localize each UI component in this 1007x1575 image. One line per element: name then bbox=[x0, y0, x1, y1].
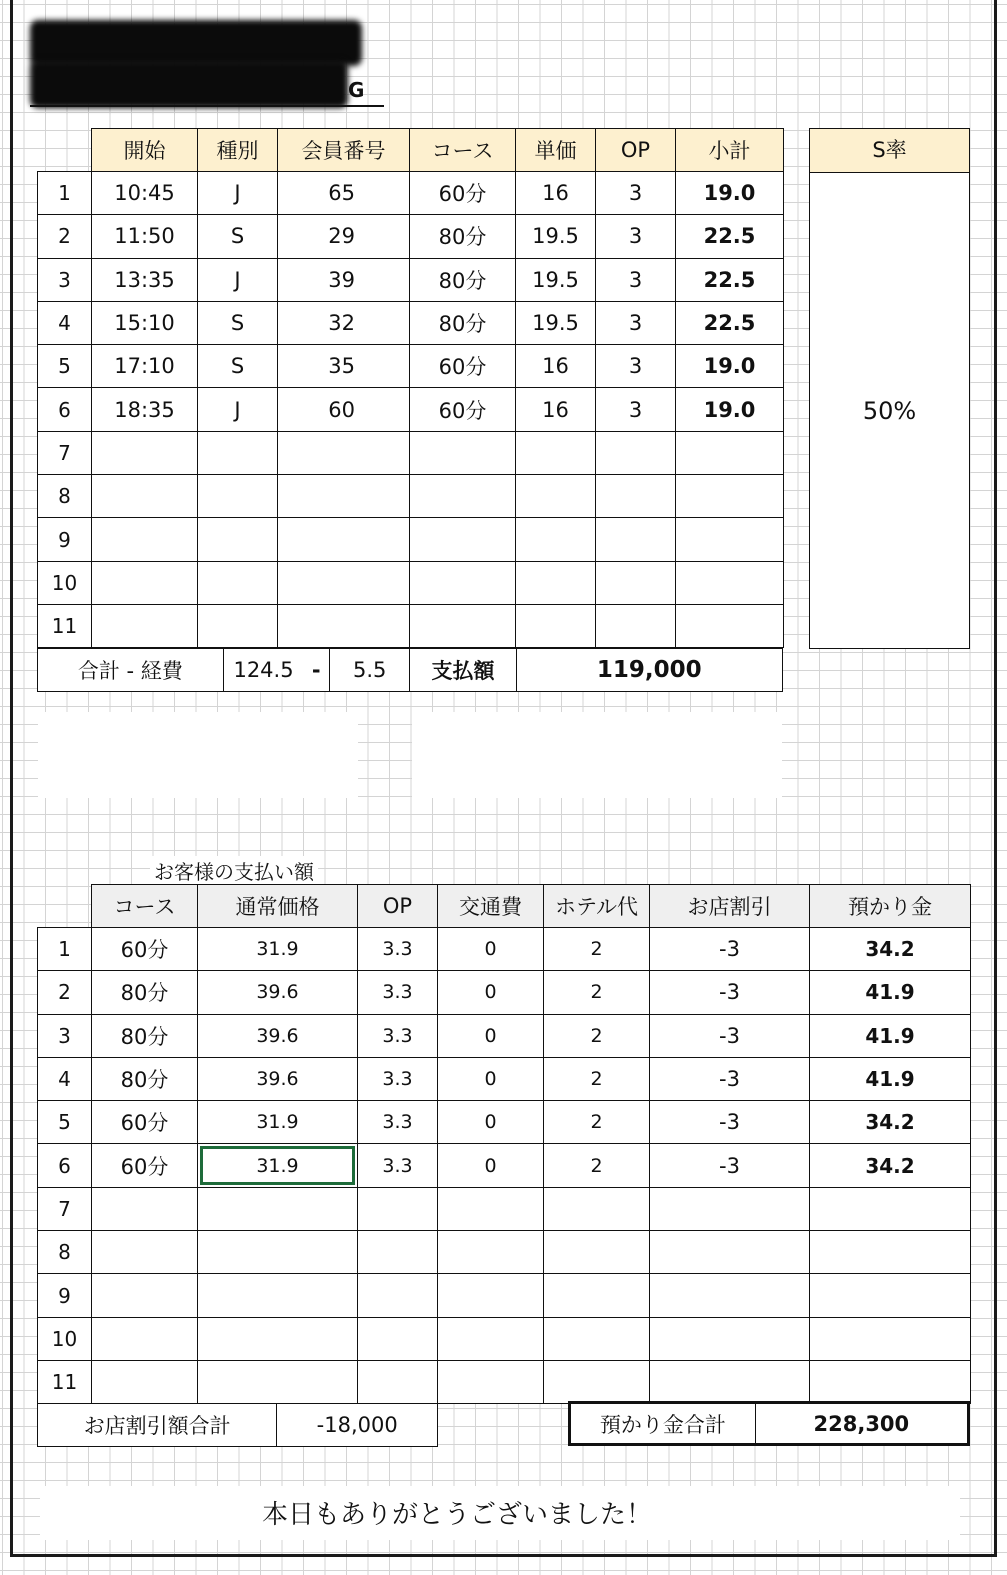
transport-cell[interactable]: 0 bbox=[438, 1144, 544, 1187]
normal-price-cell[interactable] bbox=[198, 1360, 358, 1403]
transport-cell[interactable]: 0 bbox=[438, 1014, 544, 1057]
course-cell[interactable]: 80分 bbox=[410, 258, 516, 301]
member-number-cell[interactable]: 60 bbox=[278, 388, 410, 431]
staff-header-row bbox=[38, 129, 784, 172]
header-underline bbox=[30, 105, 384, 107]
option-cell[interactable]: 3 bbox=[596, 345, 676, 388]
service-type-cell[interactable]: J bbox=[198, 258, 278, 301]
course-cell[interactable]: 60分 bbox=[410, 388, 516, 431]
start-time-cell[interactable]: 13:35 bbox=[92, 258, 198, 301]
table-row bbox=[38, 1317, 971, 1360]
course-cell[interactable] bbox=[410, 431, 516, 474]
unit-price-cell[interactable] bbox=[516, 604, 596, 647]
option-cell[interactable]: 3 bbox=[596, 388, 676, 431]
course-cell[interactable] bbox=[92, 1274, 198, 1317]
table-row bbox=[38, 1101, 971, 1144]
transport-cell[interactable] bbox=[438, 1231, 544, 1274]
course-cell[interactable]: 80分 bbox=[410, 301, 516, 344]
deposit-cell[interactable]: 34.2 bbox=[810, 1101, 971, 1144]
service-type-cell[interactable] bbox=[198, 604, 278, 647]
service-type-cell[interactable] bbox=[198, 431, 278, 474]
table-row bbox=[38, 1360, 971, 1403]
discount-cell[interactable]: -3 bbox=[650, 1014, 810, 1057]
subtotal-cell[interactable]: 19.0 bbox=[676, 345, 784, 388]
transport-cell[interactable]: 0 bbox=[438, 971, 544, 1014]
course-cell[interactable]: 60分 bbox=[410, 345, 516, 388]
hotel-cell[interactable]: 2 bbox=[544, 928, 650, 971]
table-row bbox=[38, 604, 784, 647]
s-rate-box bbox=[809, 128, 970, 649]
member-number-cell[interactable] bbox=[278, 431, 410, 474]
course-cell[interactable] bbox=[92, 1317, 198, 1360]
course-cell[interactable]: 80分 bbox=[92, 1057, 198, 1100]
row-number: 1 bbox=[38, 928, 92, 971]
deposit-total-label[interactable]: 預かり金合計 bbox=[570, 1403, 756, 1445]
table-row bbox=[38, 1274, 971, 1317]
row-number: 2 bbox=[38, 971, 92, 1014]
column-header-hotel[interactable]: ホテル代 bbox=[544, 885, 650, 928]
member-number-cell[interactable]: 39 bbox=[278, 258, 410, 301]
discount-cell[interactable]: -3 bbox=[650, 1057, 810, 1100]
hotel-cell[interactable] bbox=[544, 1187, 650, 1230]
deposit-cell[interactable] bbox=[810, 1231, 971, 1274]
member-number-cell[interactable]: 65 bbox=[278, 172, 410, 215]
hotel-cell[interactable] bbox=[544, 1317, 650, 1360]
hotel-cell[interactable]: 2 bbox=[544, 1014, 650, 1057]
subtotal-cell[interactable] bbox=[676, 604, 784, 647]
option-cell[interactable] bbox=[358, 1231, 438, 1274]
start-time-cell[interactable] bbox=[92, 518, 198, 561]
discount-cell[interactable]: -3 bbox=[650, 971, 810, 1014]
table-row bbox=[38, 345, 784, 388]
discount-total-bar bbox=[37, 1403, 438, 1447]
subtotal-cell[interactable]: 22.5 bbox=[676, 301, 784, 344]
hotel-cell[interactable]: 2 bbox=[544, 1057, 650, 1100]
table-row bbox=[38, 1014, 971, 1057]
transport-cell[interactable] bbox=[438, 1274, 544, 1317]
normal-price-cell[interactable] bbox=[198, 1187, 358, 1230]
option-cell[interactable] bbox=[358, 1360, 438, 1403]
subtotal-cell[interactable] bbox=[676, 475, 784, 518]
course-cell[interactable]: 60分 bbox=[92, 1144, 198, 1187]
deposit-cell[interactable]: 41.9 bbox=[810, 1014, 971, 1057]
option-cell[interactable]: 3 bbox=[596, 258, 676, 301]
discount-cell[interactable] bbox=[650, 1360, 810, 1403]
service-type-cell[interactable]: J bbox=[198, 388, 278, 431]
column-header-course[interactable]: コース bbox=[92, 885, 198, 928]
service-type-cell[interactable]: S bbox=[198, 301, 278, 344]
column-header-deposit[interactable]: 預かり金 bbox=[810, 885, 971, 928]
unit-price-cell[interactable] bbox=[516, 561, 596, 604]
column-header-subtotal[interactable]: 小計 bbox=[676, 129, 784, 172]
unit-price-cell[interactable]: 16 bbox=[516, 172, 596, 215]
deposit-cell[interactable]: 34.2 bbox=[810, 928, 971, 971]
row-number: 11 bbox=[38, 604, 92, 647]
column-header-op[interactable]: OP bbox=[596, 129, 676, 172]
row-number: 3 bbox=[38, 1014, 92, 1057]
row-number: 11 bbox=[38, 1360, 92, 1403]
option-cell[interactable] bbox=[596, 518, 676, 561]
transport-cell[interactable] bbox=[438, 1360, 544, 1403]
normal-price-cell[interactable]: 39.6 bbox=[198, 971, 358, 1014]
summary-label[interactable]: 合計 - 経費 bbox=[38, 649, 224, 692]
blank-note-area bbox=[38, 712, 358, 798]
deposit-cell[interactable]: 41.9 bbox=[810, 1057, 971, 1100]
column-header-start[interactable]: 開始 bbox=[92, 129, 198, 172]
table-row bbox=[38, 172, 784, 215]
row-number: 9 bbox=[38, 1274, 92, 1317]
service-type-cell[interactable] bbox=[198, 518, 278, 561]
option-cell[interactable]: 3.3 bbox=[358, 1014, 438, 1057]
option-cell[interactable] bbox=[596, 561, 676, 604]
member-number-cell[interactable]: 32 bbox=[278, 301, 410, 344]
course-cell[interactable]: 80分 bbox=[410, 215, 516, 258]
course-cell[interactable] bbox=[410, 475, 516, 518]
deposit-cell[interactable] bbox=[810, 1187, 971, 1230]
staff-table bbox=[37, 128, 784, 648]
unit-price-cell[interactable]: 16 bbox=[516, 388, 596, 431]
transport-cell[interactable] bbox=[438, 1187, 544, 1230]
course-cell[interactable] bbox=[92, 1231, 198, 1274]
customer-header-row bbox=[38, 885, 971, 928]
corner-cell bbox=[38, 129, 92, 172]
column-header-type[interactable]: 種別 bbox=[198, 129, 278, 172]
customer-section-title: お客様の支払い額 bbox=[150, 856, 318, 885]
row-number: 4 bbox=[38, 1057, 92, 1100]
option-cell[interactable] bbox=[596, 475, 676, 518]
deposit-cell[interactable] bbox=[810, 1360, 971, 1403]
subtotal-cell[interactable]: 19.0 bbox=[676, 388, 784, 431]
unit-price-cell[interactable]: 16 bbox=[516, 345, 596, 388]
header-suffix-letter: G bbox=[348, 78, 365, 102]
column-header-op[interactable]: OP bbox=[358, 885, 438, 928]
start-time-cell[interactable] bbox=[92, 604, 198, 647]
table-row bbox=[38, 1231, 971, 1274]
row-number: 4 bbox=[38, 301, 92, 344]
member-number-cell[interactable] bbox=[278, 518, 410, 561]
normal-price-cell[interactable]: 39.6 bbox=[198, 1057, 358, 1100]
row-number: 7 bbox=[38, 431, 92, 474]
discount-total-value[interactable]: -18,000 bbox=[277, 1404, 438, 1447]
discount-cell[interactable]: -3 bbox=[650, 928, 810, 971]
row-number: 8 bbox=[38, 1231, 92, 1274]
option-cell[interactable] bbox=[358, 1274, 438, 1317]
row-number: 10 bbox=[38, 561, 92, 604]
start-time-cell[interactable]: 18:35 bbox=[92, 388, 198, 431]
start-time-cell[interactable]: 15:10 bbox=[92, 301, 198, 344]
service-type-cell[interactable]: S bbox=[198, 345, 278, 388]
row-number: 1 bbox=[38, 172, 92, 215]
member-number-cell[interactable]: 35 bbox=[278, 345, 410, 388]
column-header-course[interactable]: コース bbox=[410, 129, 516, 172]
course-cell[interactable] bbox=[410, 518, 516, 561]
row-number: 2 bbox=[38, 215, 92, 258]
option-cell[interactable]: 3.3 bbox=[358, 1144, 438, 1187]
unit-price-cell[interactable] bbox=[516, 431, 596, 474]
subtotal-cell[interactable]: 22.5 bbox=[676, 215, 784, 258]
deposit-cell[interactable] bbox=[810, 1274, 971, 1317]
service-type-cell[interactable] bbox=[198, 561, 278, 604]
start-time-cell[interactable] bbox=[92, 475, 198, 518]
hotel-cell[interactable] bbox=[544, 1231, 650, 1274]
normal-price-cell[interactable] bbox=[198, 1317, 358, 1360]
staff-summary-bar bbox=[37, 648, 783, 692]
course-cell[interactable] bbox=[410, 604, 516, 647]
option-cell[interactable]: 3.3 bbox=[358, 928, 438, 971]
summary-total[interactable]: 124.5 bbox=[223, 649, 303, 692]
service-type-cell[interactable]: S bbox=[198, 215, 278, 258]
s-rate-label[interactable]: S率 bbox=[810, 129, 969, 173]
column-header-normal-price[interactable]: 通常価格 bbox=[198, 885, 358, 928]
discount-cell[interactable]: -3 bbox=[650, 1101, 810, 1144]
row-number: 3 bbox=[38, 258, 92, 301]
normal-price-cell[interactable]: 39.6 bbox=[198, 1014, 358, 1057]
option-cell[interactable] bbox=[358, 1317, 438, 1360]
course-cell[interactable] bbox=[92, 1360, 198, 1403]
row-number: 10 bbox=[38, 1317, 92, 1360]
deposit-cell[interactable]: 34.2 bbox=[810, 1144, 971, 1187]
row-number: 8 bbox=[38, 475, 92, 518]
discount-total-label[interactable]: お店割引額合計 bbox=[38, 1404, 277, 1447]
start-time-cell[interactable]: 10:45 bbox=[92, 172, 198, 215]
course-cell[interactable]: 80分 bbox=[92, 1014, 198, 1057]
course-cell[interactable] bbox=[92, 1187, 198, 1230]
subtotal-cell[interactable] bbox=[676, 431, 784, 474]
option-cell[interactable]: 3 bbox=[596, 301, 676, 344]
row-number: 9 bbox=[38, 518, 92, 561]
hotel-cell[interactable]: 2 bbox=[544, 1144, 650, 1187]
hotel-cell[interactable] bbox=[544, 1274, 650, 1317]
table-row bbox=[38, 258, 784, 301]
table-row bbox=[38, 518, 784, 561]
member-number-cell[interactable] bbox=[278, 561, 410, 604]
payment-label[interactable]: 支払額 bbox=[410, 649, 516, 692]
transport-cell[interactable]: 0 bbox=[438, 1057, 544, 1100]
table-row bbox=[38, 431, 784, 474]
table-row bbox=[38, 475, 784, 518]
normal-price-cell[interactable]: 31.9 bbox=[198, 928, 358, 971]
deposit-cell[interactable] bbox=[810, 1317, 971, 1360]
unit-price-cell[interactable] bbox=[516, 475, 596, 518]
transport-cell[interactable] bbox=[438, 1317, 544, 1360]
table-row bbox=[38, 1187, 971, 1230]
hotel-cell[interactable] bbox=[544, 1360, 650, 1403]
blank-note-area bbox=[412, 712, 782, 798]
row-number: 6 bbox=[38, 388, 92, 431]
customer-table bbox=[37, 884, 971, 1404]
discount-cell[interactable] bbox=[650, 1187, 810, 1230]
option-cell[interactable]: 3 bbox=[596, 172, 676, 215]
service-type-cell[interactable] bbox=[198, 475, 278, 518]
course-cell[interactable]: 60分 bbox=[410, 172, 516, 215]
start-time-cell[interactable]: 17:10 bbox=[92, 345, 198, 388]
service-type-cell[interactable]: J bbox=[198, 172, 278, 215]
option-cell[interactable]: 3 bbox=[596, 215, 676, 258]
table-row bbox=[38, 561, 784, 604]
table-row bbox=[38, 928, 971, 971]
redaction-block bbox=[30, 60, 348, 108]
column-header-discount[interactable]: お店割引 bbox=[650, 885, 810, 928]
normal-price-cell[interactable] bbox=[198, 1231, 358, 1274]
option-cell[interactable] bbox=[358, 1187, 438, 1230]
member-number-cell[interactable] bbox=[278, 475, 410, 518]
unit-price-cell[interactable]: 19.5 bbox=[516, 258, 596, 301]
start-time-cell[interactable] bbox=[92, 431, 198, 474]
discount-cell[interactable]: -3 bbox=[650, 1144, 810, 1187]
option-cell[interactable]: 3.3 bbox=[358, 1057, 438, 1100]
course-cell[interactable]: 60分 bbox=[92, 928, 198, 971]
row-number: 5 bbox=[38, 1101, 92, 1144]
column-header-price[interactable]: 単価 bbox=[516, 129, 596, 172]
discount-cell[interactable] bbox=[650, 1274, 810, 1317]
s-rate-value[interactable]: 50% bbox=[862, 396, 917, 425]
corner-cell bbox=[38, 885, 92, 928]
unit-price-cell[interactable]: 19.5 bbox=[516, 301, 596, 344]
table-row bbox=[38, 1144, 971, 1187]
subtotal-cell[interactable]: 22.5 bbox=[676, 258, 784, 301]
transport-cell[interactable]: 0 bbox=[438, 928, 544, 971]
member-number-cell[interactable]: 29 bbox=[278, 215, 410, 258]
subtotal-cell[interactable] bbox=[676, 561, 784, 604]
column-header-transport[interactable]: 交通費 bbox=[438, 885, 544, 928]
course-cell[interactable] bbox=[410, 561, 516, 604]
deposit-total-bar bbox=[568, 1401, 970, 1446]
option-cell[interactable] bbox=[596, 604, 676, 647]
normal-price-cell[interactable] bbox=[198, 1274, 358, 1317]
row-number: 5 bbox=[38, 345, 92, 388]
start-time-cell[interactable]: 11:50 bbox=[92, 215, 198, 258]
member-number-cell[interactable] bbox=[278, 604, 410, 647]
table-row bbox=[38, 1057, 971, 1100]
course-cell[interactable]: 60分 bbox=[92, 1101, 198, 1144]
unit-price-cell[interactable]: 19.5 bbox=[516, 215, 596, 258]
table-row bbox=[38, 971, 971, 1014]
option-cell[interactable]: 3.3 bbox=[358, 1101, 438, 1144]
course-cell[interactable]: 80分 bbox=[92, 971, 198, 1014]
deposit-cell[interactable]: 41.9 bbox=[810, 971, 971, 1014]
discount-cell[interactable] bbox=[650, 1317, 810, 1360]
table-row bbox=[38, 215, 784, 258]
hotel-cell[interactable]: 2 bbox=[544, 971, 650, 1014]
summary-minus-sign: - bbox=[303, 649, 329, 692]
table-row bbox=[38, 301, 784, 344]
summary-expense[interactable]: 5.5 bbox=[330, 649, 410, 692]
row-number: 6 bbox=[38, 1144, 92, 1187]
payment-value[interactable]: 119,000 bbox=[516, 649, 782, 692]
normal-price-cell[interactable]: 31.9 bbox=[198, 1101, 358, 1144]
row-number: 7 bbox=[38, 1187, 92, 1230]
subtotal-cell[interactable]: 19.0 bbox=[676, 172, 784, 215]
hotel-cell[interactable]: 2 bbox=[544, 1101, 650, 1144]
table-row bbox=[38, 388, 784, 431]
start-time-cell[interactable] bbox=[92, 561, 198, 604]
transport-cell[interactable]: 0 bbox=[438, 1101, 544, 1144]
normal-price-cell[interactable]: 31.9 bbox=[198, 1144, 358, 1187]
discount-cell[interactable] bbox=[650, 1231, 810, 1274]
unit-price-cell[interactable] bbox=[516, 518, 596, 561]
option-cell[interactable] bbox=[596, 431, 676, 474]
thank-you-message: 本日もありがとうございました！ bbox=[258, 1494, 656, 1531]
option-cell[interactable]: 3.3 bbox=[358, 971, 438, 1014]
subtotal-cell[interactable] bbox=[676, 518, 784, 561]
column-header-member[interactable]: 会員番号 bbox=[278, 129, 410, 172]
deposit-total-value[interactable]: 228,300 bbox=[755, 1403, 968, 1445]
